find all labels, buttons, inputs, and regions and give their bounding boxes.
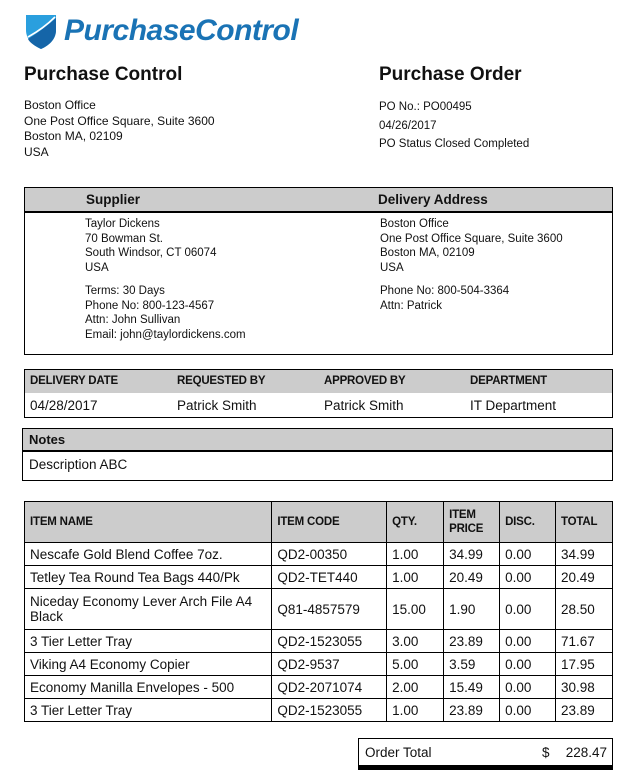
item-price: 20.49 <box>444 566 500 589</box>
order-total-currency: $ <box>542 745 550 760</box>
company-title: Purchase Control <box>24 64 183 85</box>
order-total <box>358 738 613 770</box>
supplier-attn: Attn: John Sullivan <box>85 314 181 326</box>
supplier-details <box>85 217 246 342</box>
delivery-heading: Delivery Address <box>378 192 488 207</box>
table-row <box>25 589 613 630</box>
po-date: 04/26/2017 <box>379 119 437 132</box>
item-name: Nescafe Gold Blend Coffee 7oz. <box>25 543 272 566</box>
notes-text: Description ABC <box>29 457 128 472</box>
delivery-address-line: Boston MA, 02109 <box>380 247 475 259</box>
po-number: PO No.: PO00495 <box>379 101 472 113</box>
approved-by-value: Patrick Smith <box>324 398 404 413</box>
item-price: 3.59 <box>444 653 500 676</box>
item-price: 23.89 <box>444 630 500 653</box>
item-disc: 0.00 <box>500 566 556 589</box>
delivery-date-label: DELIVERY DATE <box>30 375 118 387</box>
item-name: 3 Tier Letter Tray <box>25 630 272 653</box>
shield-icon <box>24 12 58 50</box>
item-code: QD2-9537 <box>272 653 387 676</box>
address-panel <box>24 187 613 355</box>
po-status: PO Status Closed Completed <box>379 138 530 150</box>
order-total-label: Order Total <box>365 745 432 760</box>
table-row <box>25 543 613 566</box>
item-price: 34.99 <box>444 543 500 566</box>
item-price: 23.89 <box>444 699 500 722</box>
column-header-item-price: ITEM PRICE <box>444 502 500 543</box>
company-address <box>24 98 215 160</box>
column-header-item-code: ITEM CODE <box>272 502 387 543</box>
item-qty: 5.00 <box>387 653 444 676</box>
company-address-line: Boston MA, 02109 <box>24 129 123 143</box>
item-code: QD2-1523055 <box>272 699 387 722</box>
item-price: 1.90 <box>444 589 500 630</box>
table-row <box>25 566 613 589</box>
column-header-item-name: ITEM NAME <box>25 502 272 543</box>
item-total: 20.49 <box>556 566 613 589</box>
delivery-address-line: Boston Office <box>380 218 449 230</box>
delivery-attn: Attn: Patrick <box>380 299 442 312</box>
logo-text: PurchaseControl <box>64 14 299 47</box>
notes-panel <box>22 428 613 481</box>
item-total: 30.98 <box>556 676 613 699</box>
company-address-line: Boston Office <box>24 98 96 112</box>
items-table <box>24 501 613 722</box>
supplier-address-line: Taylor Dickens <box>85 218 160 230</box>
item-total: 28.50 <box>556 589 613 630</box>
supplier-address-line: USA <box>85 261 109 274</box>
item-code: Q81-4857579 <box>272 589 387 630</box>
item-code: QD2-00350 <box>272 543 387 566</box>
supplier-address-line: South Windsor, CT 06074 <box>85 247 217 259</box>
order-info-panel <box>24 369 613 418</box>
item-disc: 0.00 <box>500 676 556 699</box>
item-name: Niceday Economy Lever Arch File A4 Black <box>25 589 272 630</box>
item-disc: 0.00 <box>500 543 556 566</box>
company-address-line: USA <box>24 144 49 159</box>
supplier-terms: Terms: 30 Days <box>85 285 165 297</box>
item-code: QD2-2071074 <box>272 676 387 699</box>
logo <box>24 11 298 51</box>
item-name: Economy Manilla Envelopes - 500 <box>25 676 272 699</box>
notes-header <box>23 429 612 452</box>
item-name: 3 Tier Letter Tray <box>25 699 272 722</box>
item-total: 71.67 <box>556 630 613 653</box>
po-title: Purchase Order <box>379 64 522 85</box>
column-header-total: TOTAL <box>556 502 613 543</box>
delivery-details <box>380 217 563 313</box>
supplier-heading: Supplier <box>86 192 141 207</box>
item-qty: 3.00 <box>387 630 444 653</box>
delivery-phone: Phone No: 800-504-3364 <box>380 285 510 297</box>
department-label: DEPARTMENT <box>470 375 548 387</box>
column-header-disc: DISC. <box>500 502 556 543</box>
approved-by-label: APPROVED BY <box>324 375 406 387</box>
item-qty: 1.00 <box>387 543 444 566</box>
item-price: 15.49 <box>444 676 500 699</box>
requested-by-label: REQUESTED BY <box>177 375 266 387</box>
delivery-address-line: One Post Office Square, Suite 3600 <box>380 232 563 245</box>
table-row <box>25 676 613 699</box>
item-name: Tetley Tea Round Tea Bags 440/Pk <box>25 566 272 589</box>
address-panel-header <box>25 188 612 213</box>
item-qty: 1.00 <box>387 699 444 722</box>
item-qty: 15.00 <box>387 589 444 630</box>
item-disc: 0.00 <box>500 699 556 722</box>
department-value: IT Department <box>470 398 557 413</box>
item-disc: 0.00 <box>500 653 556 676</box>
table-row <box>25 699 613 722</box>
item-qty: 2.00 <box>387 676 444 699</box>
supplier-phone: Phone No: 800-123-4567 <box>85 299 215 312</box>
supplier-email[interactable]: Email: john@taylordickens.com <box>85 328 246 341</box>
column-header-qty: QTY. <box>387 502 444 543</box>
item-code: QD2-TET440 <box>272 566 387 589</box>
item-code: QD2-1523055 <box>272 630 387 653</box>
item-disc: 0.00 <box>500 630 556 653</box>
item-disc: 0.00 <box>500 589 556 630</box>
delivery-address-line: USA <box>380 261 404 274</box>
supplier-address-line: 70 Bowman St. <box>85 232 163 245</box>
item-total: 17.95 <box>556 653 613 676</box>
items-header-row <box>25 502 613 543</box>
po-meta <box>379 98 529 154</box>
company-address-line: One Post Office Square, Suite 3600 <box>24 113 215 128</box>
item-total: 34.99 <box>556 543 613 566</box>
requested-by-value: Patrick Smith <box>177 398 257 413</box>
order-total-amount: 228.47 <box>565 745 607 760</box>
item-total: 23.89 <box>556 699 613 722</box>
item-name: Viking A4 Economy Copier <box>25 653 272 676</box>
item-qty: 1.00 <box>387 566 444 589</box>
table-row <box>25 630 613 653</box>
notes-heading: Notes <box>29 432 66 447</box>
delivery-date-value: 04/28/2017 <box>30 398 98 413</box>
table-row <box>25 653 613 676</box>
order-info-header <box>25 370 612 393</box>
